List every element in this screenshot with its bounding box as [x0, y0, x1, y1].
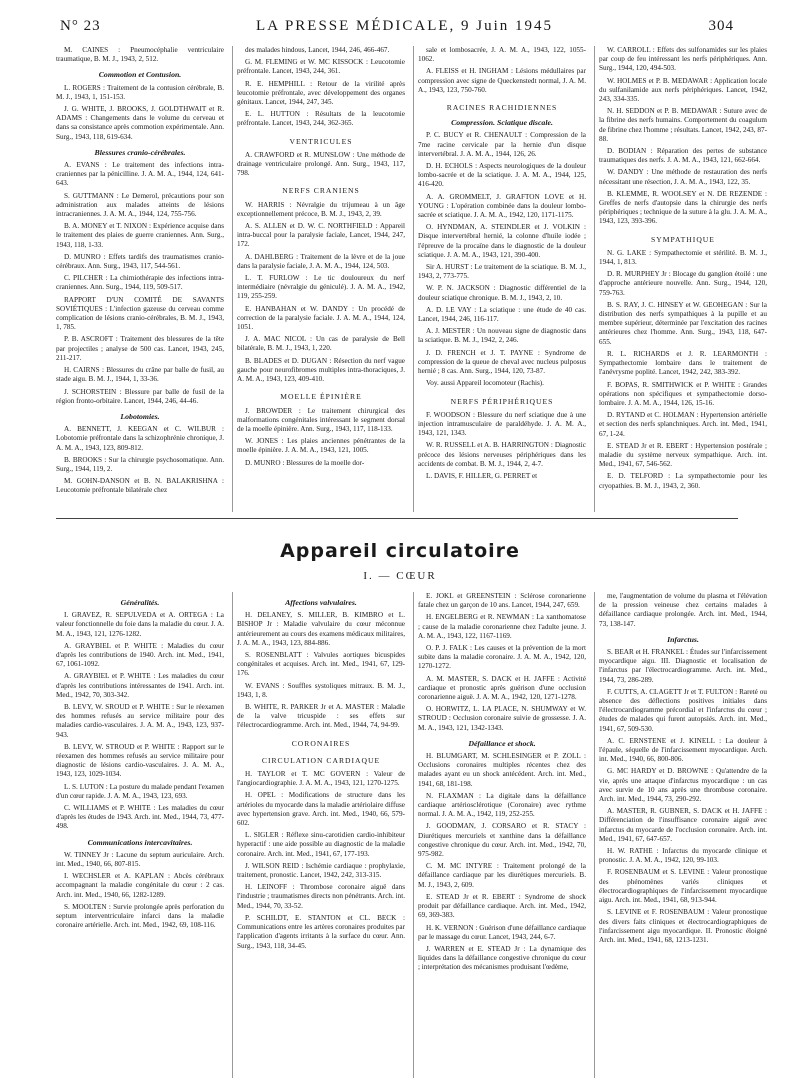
reference-entry: B. BROOKS : Sur la chirurgie psychosomatique. Ann. Surg., 1944, 119, 2.	[56, 455, 224, 473]
upper-column-1	[56, 46, 224, 512]
reference-entry: A. GRAYBIEL et P. WHITE : Maladies du cœur d'après les contributions de 1940. Arch. int. Med., 1941, 67, 1061-1092.	[56, 641, 224, 669]
reference-entry: S. BEAR et H. FRANKEL : Études sur l'infarcissement myocardique aigu. III. Diagnostic et localisation de l'infarctus par l'électrocardiogramme. Arch. int. Med., 1944, 73, 286-289.	[599, 648, 767, 684]
reference-entry: A. DAHLBERG : Traitement de la lèvre et de la joue dans la paralysie faciale, J. A. M. A., 1944, 124, 503.	[237, 252, 405, 270]
reference-entry: C. WILLIAMS et P. WHITE : Les maladies du cœur d'après les études de 1943. Arch. int. Med., 1944, 73, 477-498.	[56, 804, 224, 831]
reference-entry: J. WILSON REID : Ischémie cardiaque : prophylaxie, traitement, pronostic. Lancet, 1942, 242, 313-315.	[237, 861, 405, 880]
reference-entry: P. B. ASCROFT : Traitement des blessures de la tête par projectiles ; analyse de 500 cas. Lancet, 1943, 245, 211-217.	[56, 335, 224, 362]
reference-entry: A. MASTER, R. GUBNER, S. DACK et H. JAFFE : Différenciation de l'insuffisance coronaire aiguë avec infarctus du myocarde de l'occlusion coronaire. Arch. int. Med., 1941, 67, 647-657.	[599, 807, 767, 843]
reference-entry: B. S. RAY, J. C. HINSEY et W. GEOHEGAN : Sur la distribution des nerfs sympathiques à la pupille et au membre supérieur, déterminée par l'excitation des racines antérieures chez l'homme. Ann. Surg., 1943, 118, 647-655.	[599, 300, 767, 346]
section-heading: NERFS PÉRIPHÉRIQUES	[450, 396, 554, 406]
section-heading: Communications intercavitaires.	[87, 837, 193, 847]
reference-entry: D. R. MURPHEY Jr : Blocage du ganglion étoilé : une d'approche antérieure nouvelle. Ann. Surg., 1944, 120, 759-763.	[599, 270, 767, 297]
reference-entry: H. TAYLOR et T. MC GOVERN : Valeur de l'angiocardiographie. J. A. M. A., 1943, 121, 1270-1275.	[237, 770, 405, 788]
reference-entry: G. MC HARDY et D. BROWNE : Qu'attendre de la vie, après une attaque d'infarctus myocardique : un cas avec survie de 10 ans après une thrombose coronaire. Arch. int. Med., 1944, 73, 290-292.	[599, 767, 767, 804]
reference-entry: A. GRAYBIEL et P. WHITE : Les maladies du cœur d'après les contributions intéressantes de 1941. Arch. int. Med., 1942, 70, 303-342.	[56, 672, 224, 699]
reference-entry: O. HORWITZ, L. LA PLACE, N. SHUMWAY et W. STROUD : Occlusion coronaire suivie de grossesse. J. A. M. A., 1943, 121, 1342-1343.	[418, 705, 586, 732]
reference-entry: H. LEINOFF : Thrombose coronaire aiguë dans l'industrie ; traumatismes directs non pénétrants. Arch. int. Med., 1944, 70, 33-52.	[237, 883, 405, 910]
reference-entry: F. ROSENBAUM et S. LEVINE : Valeur pronostique des phénomènes variés cliniques et électrocardiographiques de l'infarcissement myocardique aigu. Arch. int. Med., 1941, 68, 913-944.	[599, 868, 767, 905]
reference-entry: H. ENGELBERG et R. NEWMAN : La xanthomatose ; cause de la maladie coronarienne chez l'adulte jeune. J. A. M. A., 1943, 122, 1167-1169.	[418, 613, 586, 640]
reference-entry: S. GUTTMANN : Le Demerol, précautions pour son administration aux malades atteints de lésions intracraniennes. J. A. M. A., 1944, 124, 755-756.	[56, 191, 224, 219]
reference-entry: me, l'augmentation de volume du plasma et l'élévation de la pression veineuse chez certains malades à défaillance cardiaque prolongée. Arch. int. Med., 1944, 73, 138-147.	[599, 592, 767, 628]
reference-entry: H. CAIRNS : Blessures du crâne par balle de fusil, au stade aigu. B. M. J., 1944, 1, 33-36.	[56, 366, 224, 384]
reference-entry: D. H. ECHOLS : Aspects neurologiques de la douleur lombo-sacrée et de la sciatique. J. A. M. A., 1944, 125, 416-420.	[418, 162, 586, 189]
reference-entry: W. CARROLL : Effets des sulfonamides sur les plaies par coup de feu intéressant les nerfs périphériques. Ann. Surg., 1944, 120, 494-503.	[599, 46, 767, 73]
reference-entry: B. KLEMME, R. WOOLSEY et N. DE REZENDE : Greffes de nerfs d'autopsie dans la chirurgie des nerfs périphériques ; technique de la suture à la glu. J. A. M. A., 1943, 123, 393-396.	[599, 189, 767, 226]
reference-entry: W. P. N. JACKSON : Diagnostic différentiel de la douleur sciatique chronique. B. M. J., 1943, 2, 10.	[418, 284, 586, 302]
reference-entry: A. A. GROMMELT, J. GRAFTON LOVE et H. YOUNG : L'opération combinée dans la douleur lombo-sacrée et sciatique. J. A. M. A., 1942, 120, 1171-1175.	[418, 192, 586, 220]
reference-entry: W. JONES : Les plaies anciennes pénétrantes de la moelle épinière. J. A. M. A., 1943, 121, 1005.	[237, 437, 405, 455]
lower-column-1	[56, 592, 224, 1078]
reference-entry: H. W. RATHE : Infarctus du myocarde clinique et pronostic. J. A. M. A., 1942, 120, 99-103.	[599, 847, 767, 865]
reference-entry: Sir A. HURST : Le traitement de la sciatique. B. M. J., 1943, 2, 773-775.	[418, 263, 586, 281]
lower-column-2	[232, 592, 405, 1078]
section-heading: CORONAIRES	[291, 738, 351, 748]
section-heading: Affections valvulaires.	[285, 598, 357, 607]
reference-entry: A. S. ALLEN et D. W. C. NORTHFIELD : Appareil intra-buccal pour la paralysie faciale, Lancet, 1944, 247, 172.	[237, 222, 405, 249]
reference-entry: A. FLEISS et H. INGHAM : Lésions médullaires par compression avec signe de Queckenstedt normal, J. A. M. A., 1943, 123, 750-760.	[418, 67, 586, 94]
reference-entry: D. MUNRO : Effets tardifs des traumatismes cranio-cérébraux. Ann. Surg., 1943, 117, 544-561.	[56, 252, 224, 271]
reference-entry: P. C. BUCY et R. CHENAULT : Compression de la 7me racine cervicale par la hernie d'un disque intervertébral. J. A. M. A., 1944, 126, 26.	[418, 131, 586, 158]
reference-entry: C. M. MC INTYRE : Traitement prolongé de la défaillance cardiaque par les diurétiques mercuriels. B. M. J., 1943, 2, 609.	[418, 862, 586, 889]
reference-entry: F. CUTTS, A. CLAGETT Jr et T. FULTON : Rareté ou absence des déflections positives initiales dans l'électrocardiogramme précordial et l'infarctus du cœur ; études de malades qui furent autopsiés. Arch. int. Med., 1941, 67, 509-530.	[599, 687, 767, 733]
reference-entry: S. ROSENBLATT : Valvules aortiques bicuspides congénitales et acquises. Arch. int. Med., 1941, 67, 129-176.	[237, 651, 405, 678]
section-heading: VENTRICULES	[289, 136, 353, 146]
reference-entry: E. STEAD Jr et R. EBERT : Syndrome de shock produit par défaillance cardiaque. Arch. int. Med., 1942, 69, 369-383.	[418, 892, 586, 920]
reference-entry: B. A. MONEY et T. NIXON : Expérience acquise dans le traitement des plaies de guerre craniennes. Ann. Surg., 1943, 118, 1-33.	[56, 222, 224, 249]
reference-entry: H. BLUMGART, M. SCHLESINGER et P. ZOLL : Occlusions coronaires multiples récentes chez des malades ayant eu un shock antécédent. Arch. int. Med., 1941, 68, 181-198.	[418, 752, 586, 788]
reference-entry: L. T. FURLOW : Le tic douloureux du nerf intermédiaire (névralgie du géniculé). J. A. M. A., 1942, 119, 255-259.	[237, 274, 405, 301]
reference-entry: I. WECHSLER et A. KAPLAN : Abcès cérébraux accompagnant la maladie congénitale du cœur : 2 cas. Arch. int. Med., 1940, 66, 1282-1289.	[56, 872, 224, 899]
reference-entry: B. WHITE, R. PARKER Jr et A. MASTER : Maladie de la valve tricuspide : ses effets sur l'électrocardiogramme. Arch. int. Med., 1944, 74, 94-99.	[237, 703, 405, 730]
reference-entry: J. WARREN et E. STEAD Jr : La dynamique des liquides dans la défaillance congestive chronique du cœur ; interprétation des mécanismes produisant l'œdème,	[418, 944, 586, 972]
reference-entry: O. HYNDMAN, A. STEINDLER et J. VOLKIN : Disque intervertébral hernié, la colonne d'huile iodée ; l'épreuve de la procaïne dans le diagnostic de la douleur sciatique. J. A. M. A., 1943, 121, 390-400.	[418, 223, 586, 259]
reference-entry: S. LEVINE et F. ROSENBAUM : Valeur pronostique des divers faits cliniques et électrocardiographiques de l'infarcissement aigu myocardique. II. Pronostic éloigné Arch. int. Med., 1941, 68, 1213-1231.	[599, 908, 767, 944]
lower-column-3	[413, 592, 586, 1078]
reference-entry: E. HANBAHAN et W. DANDY : Un procédé de correction de la paralysie faciale. J. A. M. A., 1944, 124, 1051.	[237, 304, 405, 332]
reference-entry: A. BENNETT, J. KEEGAN et C. WILBUR : Lobotomie préfrontale dans la schizophrénie chronique, J. A. M. A., 1943, 123, 809-812.	[56, 425, 224, 452]
reference-entry: H. OPEL : Modifications de structure dans les artérioles du myocarde dans la maladie artériolaire diffuse avec hypertension grave. Arch. int. Med., 1940, 66, 579-602.	[237, 791, 405, 828]
reference-entry: J. BROWDER : Le traitement chirurgical des malformations congénitales intéressant le segment dorsal de la moelle épinière. Ann. Surg., 1943, 117, 118-133.	[237, 406, 405, 433]
reference-entry: R. L. RICHARDS et J. R. LEARMONTH : Sympathectomie lombaire dans le traitement de l'anévrysme poplité. Lancet, 1942, 242, 383-392.	[599, 349, 767, 377]
reference-entry: N. G. LAKE : Sympathectomie et stérilité. B. M. J., 1944, 1, 813.	[599, 248, 767, 267]
section-heading: Lobotomies.	[120, 411, 160, 421]
upper-column-2	[232, 46, 405, 512]
reference-entry: E. L. HUTTON : Résultats de la leucotomie préfrontale. Lancet, 1943, 244, 362-365.	[237, 110, 405, 128]
lower-columns	[56, 592, 767, 1078]
reference-entry: L. SIGLER : Réflexe sinu-carotidien cardio-inhibiteur hyperactif : une aide possible au diagnostic de la maladie coronaire. Arch. int. Med., 1941, 67, 177-193.	[237, 831, 405, 858]
section-heading: Compression. Sciatique discale.	[451, 118, 553, 128]
reference-entry: J. G. WHITE, J. BROOKS, J. GOLDTHWAIT et R. ADAMS : Changements dans le volume du cerveau et dans sa consistance après commotion expérimentale. Ann. Surg., 1943, 118, 619-634.	[56, 105, 224, 141]
section-title: Appareil circulatoire	[280, 540, 520, 562]
reference-entry: A. M. MASTER, S. DACK et H. JAFFE : Activité cardiaque et pronostic après guérison d'une occlusion coronarienne aiguë. J. A. M. A., 1942, 120, 1271-1278.	[418, 674, 586, 702]
reference-entry: J. SCHORSTEIN : Blessure par balle de fusil de la région fronto-orbitaire. Lancet, 1944, 246, 44-46.	[56, 387, 224, 405]
reference-entry: A. J. MESTER : Un nouveau signe de diagnostic dans la sciatique. B. M. J., 1942, 2, 246.	[418, 327, 586, 345]
section-heading: NERFS CRANIENS	[282, 186, 360, 196]
section-heading: SYMPATHIQUE	[651, 234, 715, 244]
reference-entry: A. CRAWFORD et R. MUNSLOW : Une méthode de drainage ventriculaire prolongé. Ann. Surg., 1943, 117, 798.	[237, 150, 405, 178]
upper-columns	[56, 46, 767, 512]
reference-entry: L. S. LUTON : La posture du malade pendant l'examen d'un cœur rapide. J. A. M. A., 1943, 123, 693.	[56, 782, 224, 800]
reference-entry: J. GOODMAN, J. CORSARO et R. STACY : Diurétiques mercuriels et xanthine dans la défaillance congestive chronique du cœur. Arch. int. Med., 1942, 70, 975-982.	[418, 822, 586, 859]
reference-entry: J. D. FRENCH et J. T. PAYNE : Syndrome de compression de la queue de cheval avec nucleus pulposus hernié ; 8 cas. Ann. Surg., 1944, 120, 73-87.	[418, 348, 586, 376]
reference-entry: A. EVANS : Le traitement des infections intra-craniennes par la pénicilline. J. A. M. A., 1944, 124, 641-643.	[56, 161, 224, 188]
upper-column-4	[594, 46, 767, 512]
reference-entry: RAPPORT D'UN COMITÉ DE SAVANTS SOVIÉTIQUES : L'infection gazeuse du cerveau comme complication de lésions cranio-cérébrales, B. M. J., 1943, 1, 785.	[56, 295, 224, 332]
reference-entry: E. JOKL et GREENSTEIN : Sclérose coronarienne fatale chez un garçon de 10 ans. Lancet, 1944, 247, 659.	[418, 592, 586, 610]
reference-entry: B. LEVY, W. SROUD et P. WHITE : Sur le réexamen des hommes refusés au service militaire pour des maladies cardio-vasculaires. J. A. M. A., 1943, 123, 937-943.	[56, 703, 224, 739]
section-divider	[56, 518, 738, 519]
reference-entry: A. D. LE VAY : La sciatique : une étude de 40 cas. Lancet, 1944, 246, 116-117.	[418, 305, 586, 324]
reference-entry: L. ROGERS : Traitement de la contusion cérébrale, B. M. J., 1943, 1, 151-153.	[56, 83, 224, 101]
reference-entry: D. MUNRO : Blessures de la moelle dor-	[245, 458, 365, 467]
reference-entry: D. BODIAN : Réparation des pertes de substance traumatiques des nerfs. J. A. M. A., 1943, 121, 662-664.	[599, 147, 767, 165]
reference-entry: B. LEVY, W. STROUD et P. WHITE : Rapport sur le réexamen des hommes refusés au service militaire pour diagnostic de lésions cardio-vasculaires. J. A. M. A., 1943, 123, 1029-1034.	[56, 742, 224, 779]
reference-entry: H. DELANEY, S. MILLER, B. KIMBRO et L. BISHOP Jr : Maladie valvulaire du cœur méconnue antérieurement au cours des examens médicaux militaires, J. A. M. A., 1943, 123, 884-886.	[237, 611, 405, 647]
reference-entry: W. EVANS : Souffles systoliques mitraux. B. M. J., 1943, 1, 8.	[237, 681, 405, 699]
reference-entry: I. GRAVEZ, R. SEPULVEDA et A. ORTEGA : La valeur fonctionnelle du foie dans la maladie du cœur. J. A. M. A., 1943, 121, 1276-1282.	[56, 611, 224, 638]
reference-entry: M. CAINES : Pneumocéphalie ventriculaire traumatique, B. M. J., 1943, 2, 512.	[56, 46, 224, 64]
reference-entry: E. D. TELFORD : La sympathectomie pour les cryopathies. B. M. J., 1943, 2, 360.	[599, 472, 767, 490]
section-heading: Blessures cranio-cérébrales.	[94, 147, 186, 157]
reference-entry: W. HARRIS : Névralgie du trijumeau à un âge exceptionnellement précoce, B. M. J., 1943, 2, 39.	[237, 200, 405, 218]
reference-entry: M. GOHN-DANSON et B. N. BALAKRISHNA : Leucotomie préfrontale bilatérale chez	[56, 477, 224, 495]
section-heading: Généralités.	[120, 598, 160, 607]
reference-entry: F. BOPAS, R. SMITHWICK et P. WHITE : Grandes opérations non spécifiques et sympathectomie dorso-lombaire. J. A. M. A., 1944, 126, 15-16.	[599, 380, 767, 407]
reference-entry: R. E. HEMPHILL : Retour de la virilité après leucotomie préfrontale, avec développement des organes génitaux. Lancet, 1944, 247, 345.	[237, 79, 405, 107]
reference-entry: W. HOLMES et P. B. MEDAWAR : Application locale du sulfanilamide aux nerfs périphériques. Lancet, 1942, 243, 334-335.	[599, 76, 767, 104]
reference-entry: P. SCHILDT, E. STANTON et CL. BECK : Communications entre les artères coronaires produites par l'application d'agents irritants à la surface du cœur. Ann. Surg., 1943, 118, 34-45.	[237, 913, 405, 950]
journal-title: LA PRESSE MÉDICALE, 9 Juin 1945	[256, 18, 554, 34]
page-number: 304	[708, 18, 734, 34]
reference-entry: A. C. ERNSTENE et J. KINELL : La douleur à l'épaule, séquelle de l'infarcissement myocardique. Arch. int. Med., 1940, 66, 800-806.	[599, 736, 767, 764]
lower-column-4	[594, 592, 767, 1078]
reference-entry: C. PILCHER : La chimiothérapie des infections intra-craniennes. Ann. Surg., 1944, 119, 509-517.	[56, 274, 224, 292]
section-heading: Infarctus.	[667, 634, 699, 644]
upper-column-3	[413, 46, 586, 512]
reference-entry: N. FLAXMAN : La digitale dans la défaillance cardiaque artériosclérotique (Coronaire) avec rythme normal. J. A. M. A., 1942, 119, 252-255.	[418, 791, 586, 819]
reference-entry: B. BLADES et D. DUGAN : Résection du nerf vague gauche pour neurofibromes multiples intra-thoraciques, J. A. M. A., 1943, 123, 409-410.	[237, 356, 405, 384]
reference-entry: N. H. SEDDON et P. B. MEDAWAR : Suture avec de la fibrine des nerfs humains. Comportement du coagulum de fibrine chez l'homme ; résultats. Lancet, 1942, 243, 87-88.	[599, 107, 767, 143]
reference-entry: Voy. aussi Appareil locomoteur (Rachis).	[426, 379, 544, 388]
issue-number: N° 23	[60, 18, 101, 34]
reference-entry: J. A. MAC NICOL : Un cas de paralysie de Bell bilatérale, B. M. J., 1943, 1, 220.	[237, 335, 405, 353]
reference-entry: F. WOODSON : Blessure du nerf sciatique due à une injection intramusculaire de paraldéhyde. J. A. M. A., 1943, 121, 1343.	[418, 410, 586, 438]
section-heading: CIRCULATION CARDIAQUE	[261, 755, 381, 765]
reference-entry: O. P. J. FALK : Les causes et la prévention de la mort subite dans la maladie coronaire. J. A. M. A., 1942, 120, 1270-1272.	[418, 644, 586, 671]
reference-entry: H. K. VERNON : Guérison d'une défaillance cardiaque par le massage du cœur. Lancet, 1943, 244, 6-7.	[418, 923, 586, 941]
reference-entry: sale et lombosacrée, J. A. M. A., 1943, 122, 1055-1062.	[418, 46, 586, 64]
section-heading: Défaillance et shock.	[468, 738, 536, 748]
reference-entry: W. TINNEY Jr : Lacune du septum auriculaire. Arch. int. Med., 1940, 66, 807-815.	[56, 850, 224, 869]
section-subtitle: I. — CŒUR	[363, 570, 437, 582]
page-header	[60, 18, 734, 40]
section-heading: MOELLE ÉPINIÈRE	[280, 392, 362, 402]
reference-entry: L. DAVIS, F. HILLER, G. PERRET et	[426, 471, 538, 480]
reference-entry: des malades hindous, Lancet, 1944, 246, 466-467.	[245, 46, 390, 54]
section-heading: RACINES RACHIDIENNES	[446, 103, 558, 113]
reference-entry: W. DANDY : Une méthode de restauration des nerfs nécessitant une résection, J. A. M. A., 1943, 122, 35.	[599, 168, 767, 186]
reference-entry: W. R. RUSSELL et A. B. HARRINGTON : Diagnostic précoce des lésions nerveuses périphériques dans les accidents de combat. B. M. J., 1944, 2, 4-7.	[418, 441, 586, 468]
reference-entry: S. MOOLTEN : Survie prolongée après perforation du septum interventriculaire infarci dans la maladie coronaire artérielle. Arch. int. Med., 1942, 69, 108-116.	[56, 902, 224, 930]
reference-entry: D. RYTAND et C. HOLMAN : Hypertension artérielle et section des nerfs splanchniques. Arch. int. Med., 1941, 67, 1-24.	[599, 411, 767, 438]
section-heading: Commotion et Contusion.	[98, 70, 182, 80]
reference-entry: G. M. FLEMING et W. MC KISSOCK : Leucotomie préfrontale. Lancet, 1943, 244, 361.	[237, 58, 405, 76]
reference-entry: E. STEAD Jr et R. EBERT : Hypertension postérale ; maladie du système nerveux sympathique. Arch. int. Med., 1941, 67, 546-562.	[599, 441, 767, 469]
